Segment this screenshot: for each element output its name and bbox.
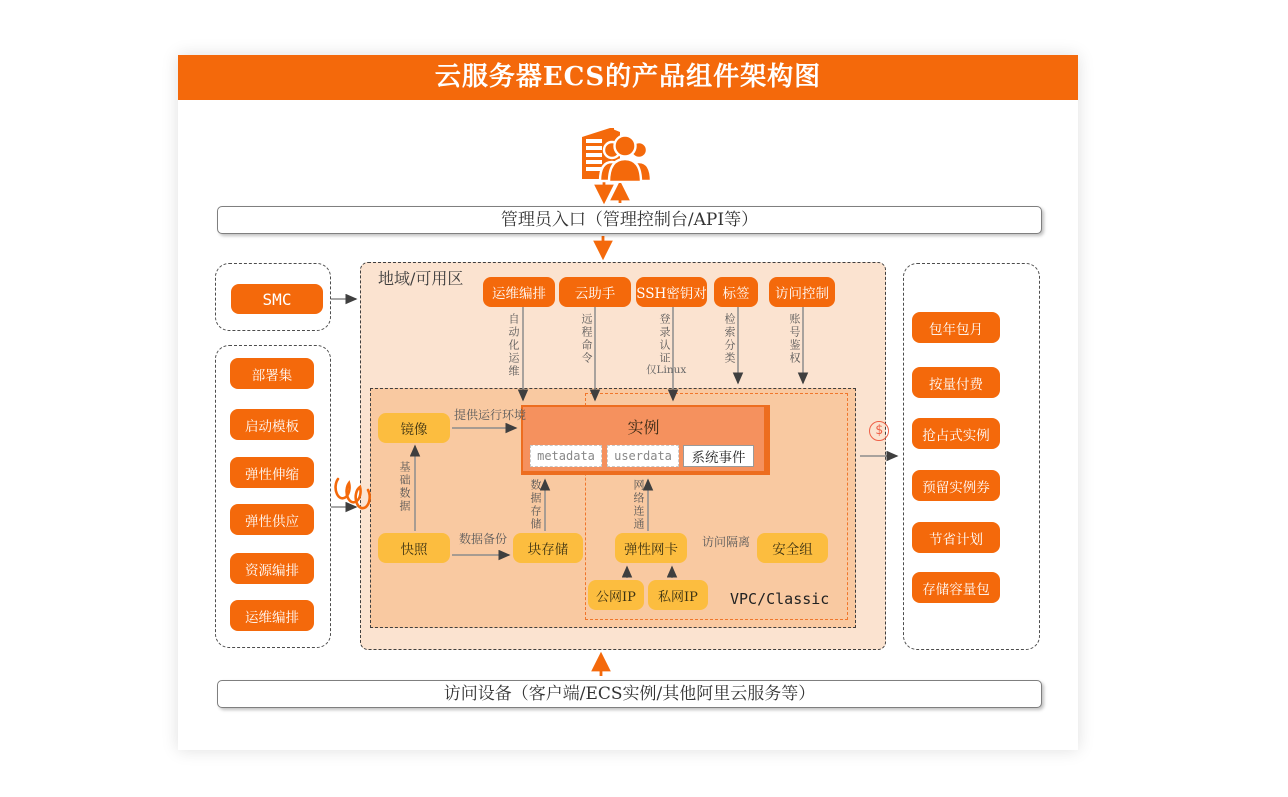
edge-label-account-auth: 账号鉴权 — [788, 313, 801, 365]
building-people-icon — [576, 125, 652, 183]
node-system-event: 系统事件 — [683, 445, 754, 467]
node-reserved-instance: 预留实例券 — [912, 470, 1000, 501]
node-eni: 弹性网卡 — [615, 533, 687, 563]
node-ssh-keypair: SSH密钥对 — [636, 277, 707, 307]
node-metadata: metadata — [530, 445, 602, 467]
node-tag: 标签 — [714, 277, 758, 307]
region-zone-label: 地域/可用区 — [378, 269, 464, 288]
node-image: 镜像 — [378, 413, 450, 443]
node-access-control: 访问控制 — [769, 277, 835, 307]
node-launch-template: 启动模板 — [230, 409, 314, 440]
edge-label-base-data: 基础数据 — [398, 461, 411, 513]
node-public-ip: 公网IP — [588, 580, 644, 610]
edge-label-data-storage: 数据存储 — [529, 479, 542, 531]
node-smc: SMC — [231, 284, 323, 314]
vpc-classic-label: VPC/Classic — [730, 590, 830, 608]
edge-label-remote-command: 远程命令 — [580, 313, 593, 365]
dollar-icon: $ — [869, 421, 889, 441]
node-snapshot: 快照 — [378, 533, 450, 563]
edge-label-login-auth: 登录认证 — [658, 313, 671, 365]
admin-entry-box: 管理员入口（管理控制台/API等） — [217, 206, 1042, 234]
node-savings-plan: 节省计划 — [912, 522, 1000, 553]
edge-label-provide-env: 提供运行环境 — [454, 408, 527, 422]
node-ops-orch-left: 运维编排 — [230, 600, 314, 631]
page-title: 云服务器ECS的产品组件架构图 — [178, 55, 1078, 100]
instance-label: 实例 — [627, 418, 660, 437]
node-spot-instance: 抢占式实例 — [912, 418, 1000, 449]
node-deployment-set: 部署集 — [230, 358, 314, 389]
node-block-storage: 块存储 — [513, 533, 583, 563]
node-pay-as-you-go: 按量付费 — [912, 367, 1000, 398]
node-cloud-assistant: 云助手 — [559, 277, 631, 307]
node-subscription: 包年包月 — [912, 312, 1000, 343]
node-auto-provision: 弹性供应 — [230, 504, 314, 535]
node-auto-scaling: 弹性伸缩 — [230, 457, 314, 488]
edge-label-access-isolation: 访问隔离 — [702, 535, 751, 549]
diagram-panel — [178, 55, 1078, 750]
node-ops-orchestration: 运维编排 — [483, 277, 555, 307]
node-instance — [521, 405, 770, 475]
edge-label-auto-ops: 自动化运维 — [507, 313, 520, 378]
node-storage-capacity-pack: 存储容量包 — [912, 572, 1000, 603]
edge-label-search-classify: 检索分类 — [723, 313, 736, 365]
node-userdata: userdata — [607, 445, 679, 467]
node-private-ip: 私网IP — [648, 580, 708, 610]
access-device-box: 访问设备（客户端/ECS实例/其他阿里云服务等） — [217, 680, 1042, 708]
node-security-group: 安全组 — [757, 533, 828, 563]
node-resource-orch: 资源编排 — [230, 553, 314, 584]
edge-label-linux-only: 仅Linux — [646, 364, 687, 376]
edge-label-network-connect: 网络连通 — [632, 479, 645, 531]
edge-label-data-backup: 数据备份 — [459, 532, 508, 546]
